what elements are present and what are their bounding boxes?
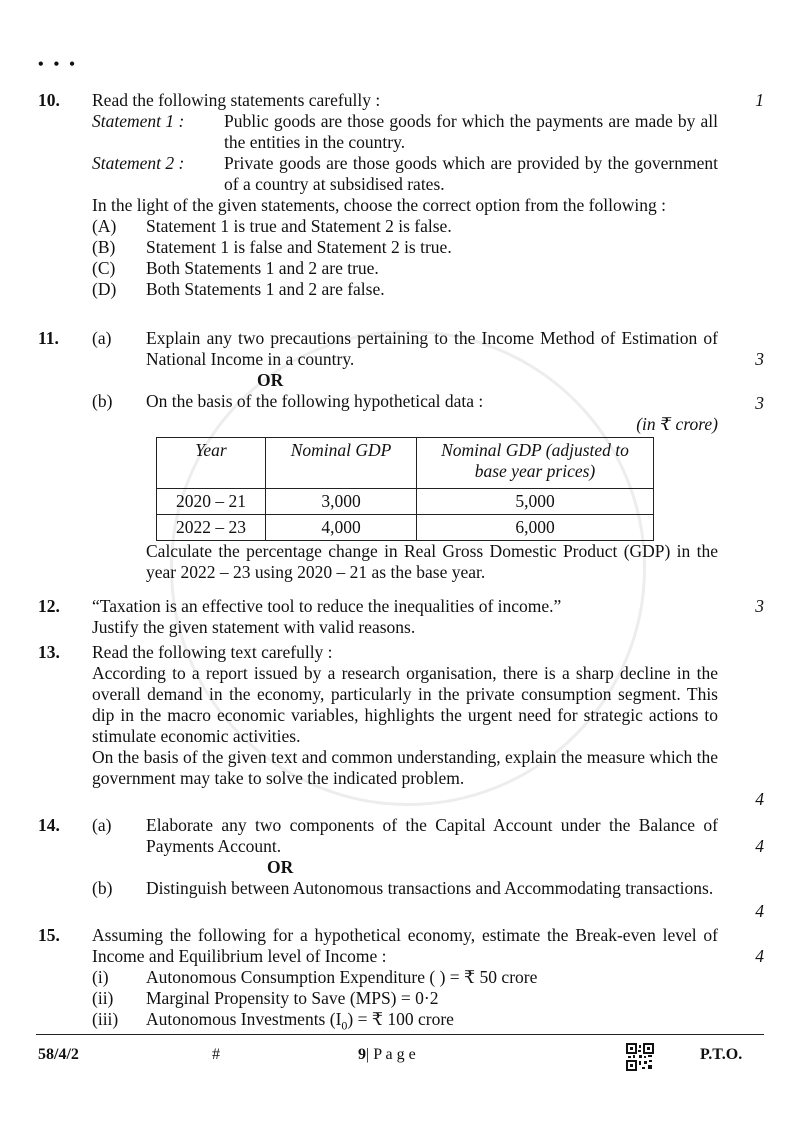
question-text: On the basis of the given text and common understanding, explain the measure which the government may take to solve the indicated problem. [92,747,718,788]
question-13 [38,642,764,809]
question-number: 11. [38,328,59,348]
part-a: (a) Elaborate any two components of the Capital Account under the Balance of Payments Account. [92,815,718,856]
gdp-table [156,437,654,541]
option-b: (B) Statement 1 is false and Statement 2 is true. [92,237,452,257]
table-header-row [157,438,654,489]
item-iii: (iii) Autonomous Investments $(I_0)$ = ₹ 100 crore [92,1009,454,1033]
part-b-marks: 3 [755,393,764,413]
question-number: 12. [38,596,60,616]
question-marks: 4 [755,946,764,966]
question-intro: Assuming the following for a hypothetical economy, estimate the Break-even level of Income and Equilibrium level of Income : [92,925,718,966]
question-number: 14. [38,815,60,835]
question-prompt: In the light of the given statements, choose the correct option from the following : [92,195,666,215]
question-intro: Read the following statements carefully : [92,90,381,110]
option-a: (A) Statement 1 is true and Statement 2 is false. [92,216,452,236]
question-number: 13. [38,642,60,662]
option-d: (D) Both Statements 1 and 2 are false. [92,279,385,299]
item-ii: (ii) Marginal Propensity to Save (MPS) = 0·2 [92,988,439,1008]
question-marks: 4 [755,789,764,809]
page-indicator [358,1046,416,1064]
table-unit: (in ₹ crore) [636,414,718,434]
qr-code-icon [626,1043,654,1071]
statement-2: Statement 2 : Private goods are those goods which are provided by the government of a country at subsidised rates. [92,153,718,194]
question-number: 10. [38,90,60,110]
question-number: 15. [38,925,60,945]
option-c: (C) Both Statements 1 and 2 are true. [92,258,379,278]
header-adjusted-gdp: Nominal GDP (adjusted to base year prices) [417,438,654,489]
part-b-question: Calculate the percentage change in Real Gross Domestic Product (GDP) in the year 2022 – 23 using 2020 – 21 as the base year. [146,541,718,582]
instruction-line: Justify the given statement with valid reasons. [92,617,416,637]
page-label: | P a g e [366,1046,416,1063]
table-row: 2020 – 21 3,000 5,000 [157,489,654,515]
question-marks: 3 [755,596,764,616]
question-11 [38,328,764,583]
item-i: (i) Autonomous Consumption Expenditure ( ) = ₹ 50 crore [92,967,538,987]
part-a-marks: 4 [755,836,764,856]
table-row: 2022 – 23 4,000 6,000 [157,515,654,541]
or-divider: OR [257,370,284,390]
footer-divider [36,1034,764,1035]
please-turn-over: P.T.O. [700,1046,743,1063]
part-b-marks: 4 [755,901,764,921]
question-intro: Read the following text carefully : [92,642,333,662]
quote-line: “Taxation is an effective tool to reduce the inequalities of income.” [92,596,562,616]
header-dots: • • • [38,56,78,73]
header-year: Year [157,438,266,489]
part-a: (a) Explain any two precautions pertaining to the Income Method of Estimation of National Income in a country. [92,328,718,369]
question-15 [38,925,764,1037]
header-nominal-gdp: Nominal GDP [266,438,417,489]
passage: According to a report issued by a research organisation, there is a sharp decline in the overall demand in the economy, particularly in the private consumption segment. This dip in the macro economic variables, highlights the urgent need for strategic actions to stimulate economic activities. [92,663,718,746]
page-number: 9 [358,1046,366,1063]
question-10 [38,90,764,300]
part-a-marks: 3 [755,349,764,369]
statement-1: Statement 1 : Public goods are those goods for which the payments are made by all the entities in the country. [92,111,718,152]
hash-mark: # [212,1046,220,1063]
paper-code: 58/4/2 [38,1046,79,1063]
part-b: (b) On the basis of the following hypothetical data : [92,391,484,411]
part-b: (b) Distinguish between Autonomous transactions and Accommodating transactions. [92,878,714,898]
question-marks: 1 [755,90,764,110]
question-12 [38,596,764,638]
question-14 [38,815,764,921]
or-divider: OR [267,857,294,877]
